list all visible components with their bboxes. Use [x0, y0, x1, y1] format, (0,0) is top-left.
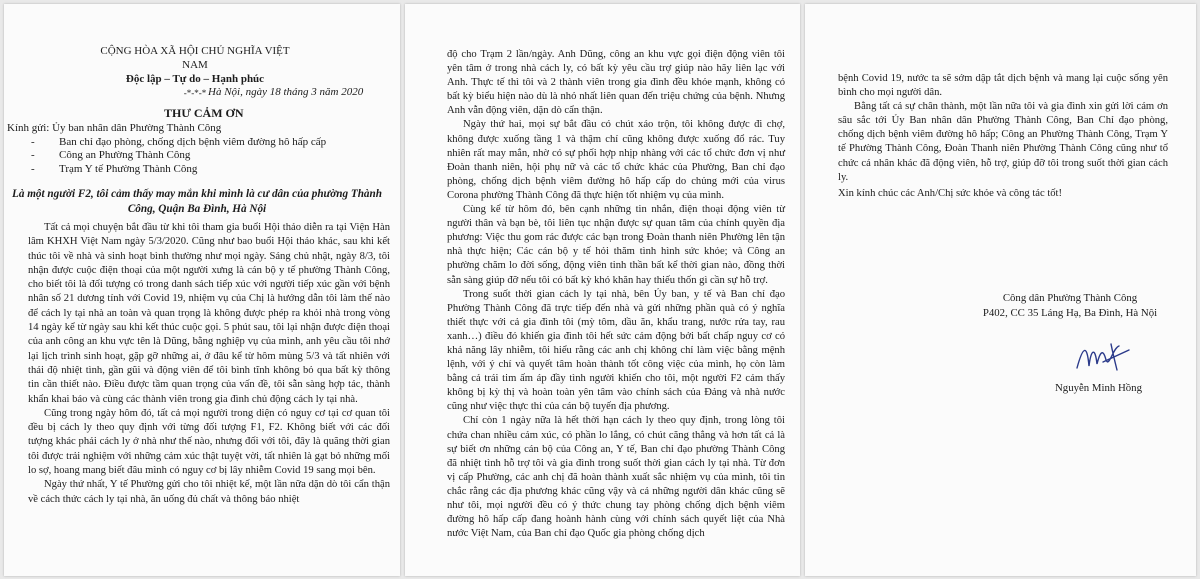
paragraph: Tất cả mọi chuyện bắt đầu từ khi tôi tham gia buổi Hội thảo diễn ra tại Viện Hàn lâm KHXH Việt Nam ngày 5/3/2020. Cũng như bao buổi Hội thảo khác, sau khi kết thúc tôi về nhà và sinh hoạt bình thường như mọi ngày. Sáng chủ nhật, ngày 8/3, tôi nhận được cuộc điện thoại của một người xưng là cán bộ y tế phường Thành Công, cho biết tôi là đối tượng có trong danh sách tiếp xúc với người tiếp xúc gần với bệnh nhân số 21 dương tính với Covid 19, nhiệm vụ của Chị là hướng dẫn tôi làm thế nào để cách ly tại nhà an toàn và quan trọng là không được phép ra khỏi nhà trong vòng 14 ngày kể từ ngày sau khi kết thúc cuộc gọi. 5 phút sau, tôi lại nhận được điện thoại của anh công an khu vực tên là Dũng, bằng nghiệp vụ của mình, anh yêu cầu tôi nhớ lại lịch trình sinh hoạt, gặp gỡ những ai, ở đâu kể từ hôm mùng 5/3 và tất nhiên với thái độ nhiệt tình, gần gũi và động viên để tôi bình tĩnh không bỏ qua bất kỳ thông tin cần thiết nào. Điều được tầm quan trọng của vấn đề, tôi sẵn sàng hợp tác, thành khẩn khai báo và cùng các thành viên trong gia đình chủ động cách ly tại nhà.	[28, 222, 390, 405]
paragraph: Chỉ còn 1 ngày nữa là hết thời hạn cách ly theo quy định, trong lòng tôi chứa chan nhiều cảm xúc, có phần lo lắng, có chút căng thẳng và hơn tất cả là sự biết ơn những cán bộ của Công an, Y tế, Ban chỉ đạo phường Thành Công đã nhiệt tình hỗ trợ tôi và gia đình trong suốt thời gian cách ly tại nhà. Từ đơn vị cấp Phường, các anh chị đã hoàn thành xuất sắc nhiệm vụ của mình, tôi tin chắc rằng các địa phương khác cũng vậy và cả những người dân khác cũng sẽ như tôi, mọi người đều có ý thức chung tay phòng chống dịch bệnh viêm đường hô hấp cấp đang hoành hành cùng với chính sách quyết liệt của Nhà nước Việt Nam, của Ban chỉ đạo Quốc gia phòng chống dịch	[447, 415, 785, 540]
paragraph: Cũng trong ngày hôm đó, tất cả mọi người trong diện có nguy cơ tại cơ quan tôi đều bị cách ly theo quy định với từng đối tượng F1, F2. Không biết với các đối tượng khác phải cách ly ở nhà như thế nào, nhưng đối với tôi, đây là quãng thời gian tôi được trải nghiệm với những cảm xúc thật tuyệt vời, tất nhiên là gạt bỏ những mối lo sợ, hoang mang biết đâu mình có nguy cơ bị lây nhiễm Covid 19 sang mọi bên.	[28, 407, 390, 477]
page2-body	[447, 48, 785, 541]
recipient-item: - Ban chỉ đạo phòng, chống dịch bệnh viêm đường hô hấp cấp	[59, 136, 377, 150]
signer-name: Nguyễn Minh Hồng	[1055, 382, 1142, 394]
paragraph: bệnh Covid 19, nước ta sẽ sớm dập tắt dịch bệnh và mang lại cuộc sống yên bình cho mọi người dân.	[838, 73, 1168, 99]
signature-address: P402, CC 35 Láng Hạ, Ba Đình, Hà Nội	[982, 307, 1158, 319]
header-stars: -*-*-*	[183, 88, 207, 98]
paragraph: Ngày thứ nhất, Y tế Phường gửi cho tôi nhiệt kế, một lần nữa dặn dò tôi cẩn thận về cách thức cách ly tại nhà, ăn uống đủ chất và thông báo nhiệt	[28, 479, 390, 505]
signature-title: Công dân Phường Thành Công	[1002, 292, 1138, 304]
page3-body	[838, 72, 1168, 201]
paragraph: Cùng kể từ hôm đó, bên cạnh những tin nhắn, điện thoại động viên từ người thân và bạn bè, tôi liên tục nhận được sự quan tâm của chính quyền địa phương: Việc thu gom rác được các bạn trong Đoàn thanh niên Phường lên tận nhà thực hiện; Các cán bộ y tế hỏi thăm tình hình sức khỏe; và Công an phường chăm lo đời sống, động viên tinh thần bất kể thời gian nào, đồng thời sẵn sàng giúp đỡ nếu tôi có bất kỳ khó khăn hay thiếu thốn gì cần sự hỗ trợ.	[447, 204, 785, 286]
paragraph: Bằng tất cả sự chân thành, một lần nữa tôi và gia đình xin gửi lời cám ơn sâu sắc tới Ủy Ban nhân dân Phường Thành Công, Ban Chỉ đạo phòng, chống dịch bệnh viêm đường hô hấp; Công an Phường Thành Công, Trạm Y tế Phường Thành Công, Đoàn Thanh niên Phường Thành Công cũng như tổ chức cá nhân khác đã động viên, hỗ trợ, giúp đỡ tôi trong suốt thời gian cách ly.	[838, 101, 1168, 183]
letter-page-2	[405, 4, 800, 576]
nation-name: CỘNG HÒA XÃ HỘI CHỦ NGHĨA VIỆT NAM	[100, 45, 290, 71]
recipient-block	[7, 122, 377, 176]
handwritten-signature	[1073, 340, 1133, 379]
national-motto: Độc lập – Tự do – Hạnh phúc	[125, 73, 265, 85]
lead-statement: Là một người F2, tôi cảm thấy may mắn khi mình là cư dân của phường Thành Công, Quận Ba Đình, Hà Nội	[12, 188, 382, 215]
paragraph: độ cho Trạm 2 lần/ngày. Anh Dũng, công an khu vực gọi điện động viên tôi yên tâm ở trong nhà cách ly, có bất kỳ yêu cầu trợ giúp nào hãy liên lạc với Anh. Thực tế thì tôi và 2 thành viên trong gia đình đều khỏe mạnh, không có bất kỳ biểu hiện nào dù là nhỏ nhất liên quan đến triệu chứng của bệnh. Nhưng Anh vẫn động viên, dặn dò cẩn thận.	[447, 49, 785, 117]
recipient-item: - Công an Phường Thành Công	[59, 149, 377, 163]
letter-page-3	[805, 4, 1196, 576]
paragraph: Trong suốt thời gian cách ly tại nhà, bên Ủy ban, y tế và Ban chỉ đạo Phường Thành Công đã trực tiếp đến nhà và gửi những phần quà có ý nghĩa thiết thực với cả gia đình tôi (mỳ tôm, dầu ăn, khẩu trang, nước rửa tay, rau xanh…) điều đó khiến gia đình tôi hết sức cảm động bởi bất chấp nguy cơ có khả năng lây nhiễm, tôi hiểu rằng các anh chị không chỉ làm việc bằng mệnh lệnh, với ý chí và quyết tâm hoàn thành tốt công việc của mình, họ còn làm bằng cả trái tim ấm áp đầy tình người khiến cho tôi, một người F2 cảm thấy không bị kỳ thị và hoàn toàn yên tâm vào chính sách của Đảng và nhà nước cũng như việc thực thi của cán bộ tuyến địa phương.	[447, 288, 785, 413]
letter-page-1	[4, 4, 400, 576]
letter-title: THƯ CẢM ƠN	[164, 106, 244, 120]
recipient-label: Kính gửi: Ủy ban nhân dân Phường Thành Công	[7, 122, 222, 134]
page1-body	[28, 221, 390, 507]
recipient-item: - Trạm Y tế Phường Thành Công	[59, 163, 377, 177]
closing-line: Xin kính chúc các Anh/Chị sức khỏe và công tác tốt!	[838, 187, 1063, 199]
paragraph: Ngày thứ hai, mọi sự bắt đầu có chút xáo trộn, tôi không được đi chợ, không được xuống tầng 1 và thậm chí cũng không được xuống đổ rác. Tuy nhiên rất may mắn, nhờ có sự phối hợp nhịp nhàng với các tổ chức đơn vị như Đoàn thanh niên, hội phụ nữ và các tổ chức khác của Phường, Ban chỉ đạo phòng, chống dịch bệnh viêm đường hô hấp cấp do chủng mới của virus Corona phường Thành Công đã thực hiện tốt nhiệm vụ của mình.	[447, 119, 785, 201]
signature-block	[955, 291, 1185, 321]
letter-date: Hà Nội, ngày 18 tháng 3 năm 2020	[208, 86, 364, 98]
